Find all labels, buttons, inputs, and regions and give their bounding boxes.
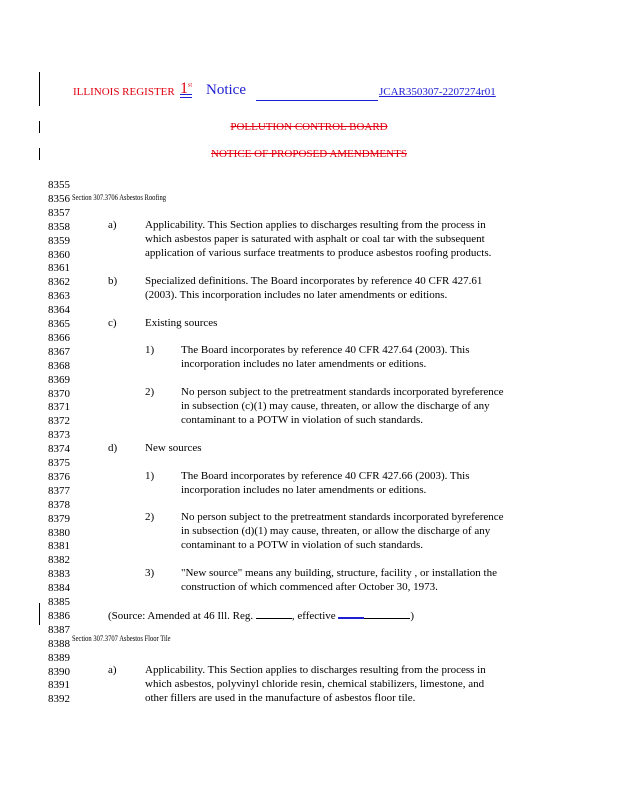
paragraph-line: other fillers are used in the manufacture of asbestos floor tile. — [145, 692, 416, 704]
line-number: 8391 — [48, 679, 70, 692]
paragraph-line: Applicability. This Section applies to discharges resulting from the process in — [145, 664, 486, 676]
paragraph-line: contaminant to a POTW in violation of such standards. — [181, 414, 424, 426]
paragraph-line: contaminant to a POTW in violation of such standards. — [181, 539, 424, 551]
line-number: 8368 — [48, 359, 70, 372]
line-number: 8374 — [48, 443, 70, 456]
paragraph-line: construction of which commenced after October 30, 1973. — [181, 581, 438, 593]
source-note-effective: , effective — [291, 610, 339, 622]
header-rule — [256, 100, 378, 101]
paragraph-line: (2003). This incorporation includes no later amendments or editions. — [145, 289, 448, 301]
subsection-label: b) — [108, 275, 118, 287]
line-number: 8387 — [48, 623, 70, 636]
paragraph-line: application of various surface treatments to produce asbestos roofing products. — [145, 247, 492, 259]
subsection-label: d) — [108, 442, 118, 454]
agency-name: POLLUTION CONTROL BOARD — [230, 121, 388, 133]
line-number: 8357 — [48, 206, 70, 219]
paragraph-line: incorporation includes no later amendments or editions. — [181, 484, 427, 496]
paragraph-line: which asbestos paper is saturated with asphalt or coal tar with the subsequent — [145, 233, 485, 245]
line-number: 8389 — [48, 651, 70, 664]
line-number: 8355 — [48, 179, 70, 191]
paragraph-line: No person subject to the pretreatment standards incorporated byreference — [181, 386, 504, 398]
line-number: 8363 — [48, 290, 70, 303]
line-number: 8375 — [48, 457, 70, 469]
jcar-number: JCAR350307-2207274r01 — [379, 86, 496, 98]
line-number: 8386 — [48, 609, 70, 622]
line-number: 8367 — [48, 345, 70, 358]
line-number: 8372 — [48, 415, 70, 428]
line-number: 8358 — [48, 220, 70, 233]
section-heading: Section 307.3706 Asbestos Roofing — [72, 193, 167, 202]
line-number: 8371 — [48, 401, 70, 414]
date-blank-mark — [338, 617, 364, 619]
change-bar — [39, 603, 40, 625]
subsection-label: a) — [108, 219, 117, 231]
date-blank — [338, 608, 410, 619]
notice-number-value: 1 — [180, 80, 188, 97]
line-number: 8360 — [48, 248, 70, 261]
section-heading: Section 307.3707 Asbestos Floor Tile — [72, 634, 171, 643]
paragraph-line: New sources — [145, 442, 202, 454]
line-number: 8362 — [48, 276, 70, 289]
paragraph-line: Specialized definitions. The Board incorporates by reference 40 CFR 427.61 — [145, 275, 483, 287]
subsection-label: c) — [108, 317, 117, 329]
line-number: 8359 — [48, 234, 70, 247]
line-number: 8392 — [48, 693, 70, 706]
line-number: 8380 — [48, 526, 70, 539]
line-number: 8382 — [48, 554, 70, 567]
source-note — [108, 608, 414, 623]
paragraph-line: "New source" means any building, structure, facility , or installation the — [181, 567, 497, 579]
item-label: 2) — [145, 511, 155, 523]
paragraph-line: incorporation includes no later amendments or editions. — [181, 358, 427, 370]
line-number: 8388 — [48, 637, 70, 650]
line-number: 8361 — [48, 262, 70, 275]
volume-blank — [256, 608, 292, 619]
line-number: 8383 — [48, 568, 70, 581]
line-number: 8384 — [48, 582, 70, 595]
paragraph-line: Applicability. This Section applies to discharges resulting from the process in — [145, 219, 486, 231]
paragraph-line: which asbestos, polyvinyl chloride resin, chemical stabilizers, limestone, and — [145, 678, 485, 690]
line-number: 8366 — [48, 331, 70, 344]
line-number: 8364 — [48, 304, 70, 317]
subsection-label: a) — [108, 664, 117, 676]
line-number: 8385 — [48, 596, 70, 608]
source-note-close: ) — [410, 610, 415, 622]
notice-number — [180, 80, 192, 98]
paragraph-line: The Board incorporates by reference 40 CFR 427.64 (2003). This — [181, 344, 470, 356]
register-label: ILLINOIS REGISTER — [73, 86, 175, 98]
line-number: 8379 — [48, 512, 70, 525]
notice-number-suffix: st — [188, 82, 193, 89]
paragraph-line: No person subject to the pretreatment standards incorporated byreference — [181, 511, 504, 523]
line-number: 8378 — [48, 498, 70, 511]
line-number: 8369 — [48, 373, 70, 386]
notice-title: NOTICE OF PROPOSED AMENDMENTS — [211, 148, 407, 160]
paragraph-line: The Board incorporates by reference 40 CFR 427.66 (2003). This — [181, 470, 470, 482]
line-number: 8370 — [48, 387, 70, 400]
line-number: 8373 — [48, 429, 70, 442]
line-number: 8390 — [48, 665, 70, 678]
line-number: 8381 — [48, 540, 70, 553]
item-label: 1) — [145, 344, 155, 356]
source-note-text: (Source: Amended at 46 Ill. Reg. — [108, 610, 256, 622]
item-label: 2) — [145, 386, 155, 398]
paragraph-line: in subsection (d)(1) may cause, threaten, or allow the discharge of any — [181, 525, 491, 537]
change-bar — [39, 72, 40, 106]
paragraph-line: in subsection (c)(1) may cause, threaten, or allow the discharge of any — [181, 400, 490, 412]
line-number: 8365 — [48, 318, 70, 330]
line-number: 8356 — [48, 192, 70, 205]
paragraph-line: Existing sources — [145, 317, 218, 329]
line-number: 8376 — [48, 470, 70, 483]
item-label: 1) — [145, 470, 155, 482]
item-label: 3) — [145, 567, 155, 579]
notice-label: Notice — [206, 82, 246, 98]
line-number: 8377 — [48, 484, 70, 497]
